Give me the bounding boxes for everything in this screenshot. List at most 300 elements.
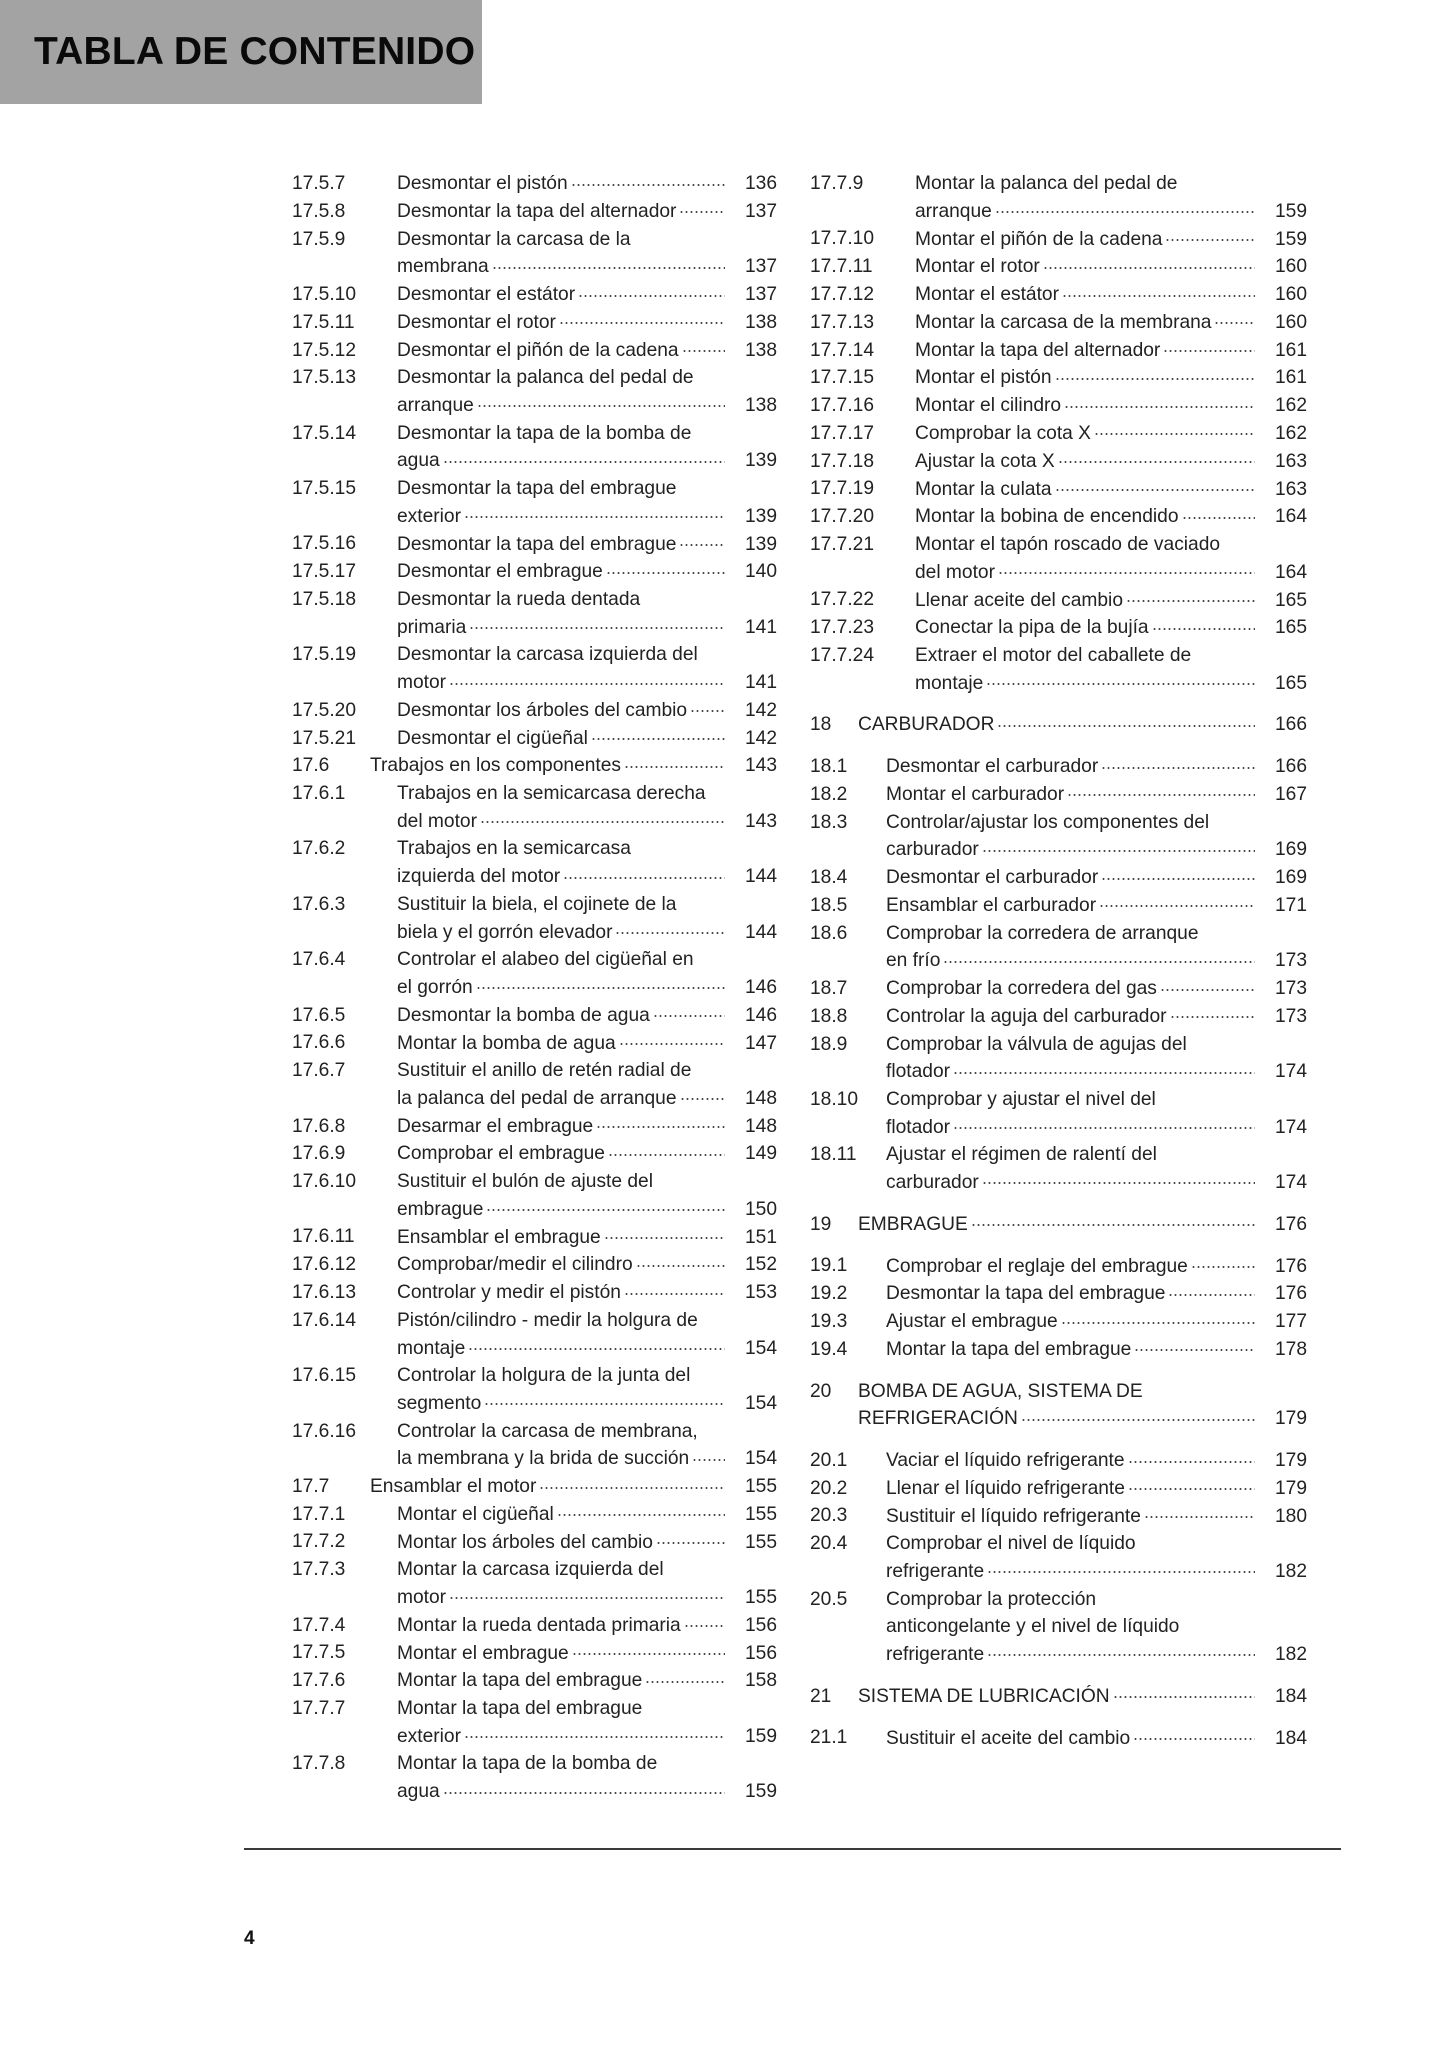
toc-entry-title-line: Sustituir el anillo de retén radial de [397,1060,692,1082]
toc-entry[interactable] [810,448,1307,476]
toc-entry-number: 17.6.11 [292,1226,355,1248]
toc-left-column [292,170,777,1806]
toc-entry[interactable] [810,1280,1307,1308]
toc-entry-number: 17.6.2 [292,838,346,860]
toc-entry-title-line: EMBRAGUE [858,1213,968,1235]
toc-entry-number: 19.3 [810,1310,848,1332]
dot-leader [624,1279,725,1298]
toc-entry-page: 173 [1274,978,1307,1000]
toc-entry-title-line: carburador [886,839,979,861]
toc-entry[interactable] [292,420,777,475]
toc-entry[interactable] [810,809,1307,864]
dot-leader [443,1778,725,1797]
toc-entry-title-line: carburador [886,1172,979,1194]
toc-entry[interactable] [810,1475,1307,1503]
toc-entry[interactable] [810,892,1307,920]
toc-entry[interactable] [292,1695,777,1750]
toc-entry-page: 139 [744,450,777,472]
dot-leader [1126,586,1255,605]
dot-leader [596,1113,725,1132]
toc-entry-page: 179 [1274,1408,1307,1430]
toc-chapter[interactable] [810,1211,1307,1239]
toc-entry[interactable] [292,641,777,696]
toc-entry-title-line: Desmontar la carcasa izquierda del [397,644,698,666]
toc-entry-page: 155 [744,1531,777,1553]
toc-entry-title-line: CARBURADOR [858,714,995,736]
toc-entry-page: 184 [1274,1727,1307,1749]
toc-entry-page: 143 [744,755,777,777]
toc-entry[interactable] [292,170,777,198]
toc-entry-number: 20.3 [810,1505,848,1527]
toc-entry[interactable] [810,225,1307,253]
toc-entry-page: 179 [1274,1450,1307,1472]
toc-entry[interactable] [292,780,777,835]
toc-entry-number: 17.6.3 [292,893,346,915]
toc-entry-title-line: Sustituir el aceite del cambio [886,1727,1131,1749]
toc-entry-title-line: Desmontar la tapa del embrague [397,478,677,500]
toc-chapter[interactable] [810,711,1307,739]
toc-entry-title-line: Sustituir el líquido refrigerante [886,1505,1141,1527]
toc-entry-title-line: Llenar aceite del cambio [915,589,1123,611]
toc-entry-title-line: Desmontar la palanca del pedal de [397,367,694,389]
toc-entry-title-line: Desmontar el cigüeñal [397,727,588,749]
dot-leader [578,281,725,300]
toc-entry-page: 137 [744,200,777,222]
toc-entry-number: 18.10 [810,1088,859,1110]
dot-leader [1144,1502,1255,1521]
dot-leader [469,614,725,633]
toc-entry-title-line: Desmontar la bomba de agua [397,1004,650,1026]
toc-entry[interactable] [810,281,1307,309]
toc-entry-title-line: Montar la tapa del embrague [397,1670,643,1692]
dot-leader [987,1641,1255,1660]
toc-entry-title-line: Comprobar el reglaje del embrague [886,1255,1188,1277]
toc-entry-title-line: flotador [886,1116,950,1138]
dot-leader [987,1558,1255,1577]
dot-leader [1061,1308,1255,1327]
toc-entry[interactable] [292,586,777,641]
toc-entry-number: 18.4 [810,867,848,888]
toc-entry-page: 166 [1274,756,1307,778]
toc-entry-title-line: Desmontar la tapa del alternador [397,200,677,222]
toc-entry[interactable] [292,1307,777,1362]
toc-entry[interactable] [810,975,1307,1003]
toc-entry-page: 177 [1274,1311,1307,1333]
dot-leader [619,1029,725,1048]
toc-entry-number: 17.6.6 [292,1032,346,1054]
toc-entry-title-line: Ajustar el embrague [886,1311,1058,1333]
toc-entry[interactable] [810,642,1307,697]
dot-leader [604,1223,725,1242]
toc-entry-page: 141 [744,672,777,694]
toc-entry-title-line: exterior [397,1725,461,1747]
toc-entry-number: 17.5.19 [292,644,357,666]
toc-entry-number: 18.9 [810,1033,848,1055]
toc-entry-title-line: Comprobar el nivel de líquido [886,1533,1136,1555]
toc-chapter[interactable] [810,1683,1307,1711]
dot-leader [1133,1724,1255,1743]
toc-entry-number: 17.6.10 [292,1171,357,1193]
toc-entry-page: 160 [1274,256,1307,278]
toc-entry[interactable] [810,1502,1307,1530]
toc-entry-number: 17.7.5 [292,1642,346,1664]
toc-entry[interactable] [810,364,1307,392]
toc-entry[interactable] [292,1473,777,1501]
toc-entry-title-line: flotador [886,1061,950,1083]
toc-entry-page: 158 [744,1670,777,1692]
toc-entry-number: 18.7 [810,977,848,999]
toc-entry[interactable] [292,1057,777,1112]
toc-entry[interactable] [810,1141,1307,1196]
toc-entry[interactable] [810,531,1307,586]
toc-entry-page: 165 [1274,617,1307,639]
toc-entry-title-line: Conectar la pipa de la bujía [915,617,1149,639]
dot-leader [559,309,725,328]
toc-entry[interactable] [292,1251,777,1279]
dot-leader [636,1251,725,1270]
dot-leader [1113,1683,1255,1702]
toc-entry-number: 17.7.2 [292,1531,346,1553]
toc-entry-number: 17.6.16 [292,1420,357,1442]
toc-entry-number: 17.7.20 [810,506,875,528]
toc-entry[interactable] [810,1530,1307,1585]
dot-leader [591,725,725,744]
toc-entry-number: 17.7.15 [810,367,875,389]
toc-entry[interactable] [292,1168,777,1223]
toc-entry-number: 17.5.11 [292,311,355,333]
toc-entry-page: 160 [1274,284,1307,306]
dot-leader [680,1085,725,1104]
dot-leader [679,198,725,217]
toc-entry-title-line: la palanca del pedal de arranque [397,1087,677,1109]
toc-entry-title-line: Extraer el motor del caballete de [915,644,1192,666]
toc-entry-page: 144 [744,866,777,888]
dot-leader [572,1639,725,1658]
toc-entry-number: 17.7.23 [810,617,875,639]
toc-entry-title-line: Montar la bobina de encendido [915,506,1179,528]
toc-entry-title-line: Montar la palanca del pedal de [915,173,1178,194]
toc-entry-page: 178 [1274,1338,1307,1360]
toc-entry[interactable] [810,614,1307,642]
toc-entry-page: 152 [744,1254,777,1276]
toc-entry-title-line: Desmontar el estátor [397,284,576,306]
toc-entry-page: 155 [744,1587,777,1609]
toc-entry-number: 17.6.5 [292,1004,346,1026]
toc-entry-page: 139 [744,533,777,555]
toc-entry-number: 19 [810,1213,832,1235]
toc-entry-number: 20.1 [810,1449,848,1471]
dot-leader [653,1002,725,1021]
toc-entry-title-line: Desmontar la tapa de la bomba de [397,422,692,444]
toc-entry-page: 136 [744,173,777,195]
toc-entry-title-line: Comprobar el embrague [397,1143,605,1165]
toc-entry-title-line: Trabajos en la semicarcasa derecha [397,783,706,805]
toc-entry[interactable] [292,697,777,725]
dot-leader [997,711,1255,730]
toc-entry-number: 17.6.9 [292,1143,346,1165]
toc-entry[interactable] [810,1724,1307,1752]
toc-entry[interactable] [810,337,1307,365]
dot-leader [486,1196,725,1215]
toc-entry-title-line: Desmontar el embrague [397,561,603,583]
toc-entry[interactable] [292,1223,777,1251]
dot-leader [449,669,725,688]
toc-entry-title-line: Controlar la carcasa de membrana, [397,1420,698,1442]
toc-entry[interactable] [292,891,777,946]
toc-entry[interactable] [810,1252,1307,1280]
toc-entry-number: 17.6.4 [292,949,346,971]
toc-entry-number: 18.5 [810,894,848,916]
toc-entry[interactable] [292,364,777,419]
toc-entry-number: 17.5.15 [292,478,357,500]
toc-entry[interactable] [810,586,1307,614]
toc-entry[interactable] [292,1528,777,1556]
toc-entry-title-line: arranque [915,200,992,222]
toc-entry-title-line: anticongelante y el nivel de líquido [886,1616,1180,1638]
toc-entry-title-line: Montar el embrague [397,1642,569,1664]
toc-entry[interactable] [292,1639,777,1667]
dot-leader [468,1334,725,1353]
toc-entry-number: 17.6.12 [292,1254,357,1276]
toc-entry-number: 19.2 [810,1283,848,1305]
toc-entry-number: 17.5.16 [292,533,357,555]
toc-entry[interactable] [292,226,777,281]
toc-entry[interactable] [810,753,1307,781]
toc-entry-title-line: Ensamblar el motor [370,1476,537,1498]
toc-entry[interactable] [292,1029,777,1057]
dot-leader [645,1667,725,1686]
dot-leader [1191,1252,1255,1271]
toc-entry[interactable] [810,475,1307,503]
toc-entry[interactable] [292,1113,777,1141]
toc-entry-title-line: Montar la tapa del embrague [886,1338,1132,1360]
toc-entry-page: 167 [1274,784,1307,806]
dot-leader [464,1723,725,1742]
toc-entry[interactable] [810,1586,1307,1669]
toc-entry[interactable] [810,420,1307,448]
toc-entry-number: 17.6.14 [292,1309,357,1331]
toc-entry-page: 161 [1274,367,1307,389]
dot-leader [1101,864,1255,883]
toc-entry-page: 150 [744,1198,777,1220]
toc-entry-number: 20.5 [810,1588,848,1610]
toc-entry[interactable] [292,1556,777,1611]
toc-entry[interactable] [810,1003,1307,1031]
toc-entry-title-line: Montar el piñón de la cadena [915,228,1163,250]
toc-entry-page: 156 [744,1642,777,1664]
toc-entry-number: 17.7.12 [810,283,875,305]
toc-entry-title-line: Desmontar el carburador [886,756,1099,778]
toc-entry[interactable] [292,1279,777,1307]
toc-entry-title-line: Montar la tapa del alternador [915,339,1161,361]
toc-entry-page: 165 [1274,589,1307,611]
toc-entry[interactable] [810,1336,1307,1364]
toc-entry-page: 147 [744,1032,777,1054]
toc-entry[interactable] [292,309,777,337]
toc-entry-title-line: segmento [397,1392,482,1414]
toc-entry-title-line: Montar la tapa del embrague [397,1697,643,1719]
toc-entry[interactable] [292,1140,777,1168]
dot-leader [953,1058,1255,1077]
dot-leader [449,1584,725,1603]
toc-entry-page: 137 [744,256,777,278]
toc-entry-page: 138 [744,395,777,417]
toc-entry-number: 17.7 [292,1475,330,1497]
toc-entry-page: 159 [744,1781,777,1803]
toc-entry-title-line: exterior [397,505,461,527]
toc-entry[interactable] [292,1501,777,1529]
toc-entry-number: 17.5.21 [292,727,357,749]
toc-entry[interactable] [292,198,777,226]
toc-entry[interactable] [810,253,1307,281]
dot-leader [1055,364,1255,383]
toc-entry-number: 17.7.21 [810,533,875,555]
toc-entry[interactable] [810,1086,1307,1141]
toc-entry-page: 176 [1274,1255,1307,1277]
dot-leader [1152,614,1255,633]
toc-entry-number: 19.1 [810,1255,848,1277]
toc-entry-page: 154 [744,1392,777,1414]
toc-entry-title-line: Desmontar el carburador [886,867,1099,889]
toc-entry-title-line: Montar los árboles del cambio [397,1531,653,1553]
dot-leader [982,1169,1255,1188]
toc-entry[interactable] [810,1447,1307,1475]
toc-entry-number: 18.3 [810,811,848,833]
toc-entry[interactable] [810,1031,1307,1086]
toc-entry-title-line: Vaciar el líquido refrigerante [886,1450,1125,1472]
toc-entry-title-line: Desmontar la rueda dentada [397,588,641,610]
dot-leader [464,503,725,522]
dot-leader [1099,892,1255,911]
toc-entry-number: 17.7.3 [292,1559,346,1581]
toc-entry-page: 148 [744,1087,777,1109]
dot-leader [557,1501,725,1520]
toc-entry-page: 155 [744,1476,777,1498]
toc-entry-number: 20 [810,1380,832,1402]
toc-entry-title-line: Controlar la holgura de la junta del [397,1365,691,1387]
toc-entry-page: 169 [1274,867,1307,889]
toc-entry-page: 146 [744,976,777,998]
toc-entry-number: 17.7.9 [810,173,864,194]
toc-entry-number: 17.7.10 [810,228,875,250]
toc-entry-number: 20.4 [810,1533,848,1555]
toc-entry[interactable] [292,558,777,586]
toc-chapter[interactable] [810,1378,1307,1433]
toc-entry-number: 17.5.18 [292,588,357,610]
toc-entry[interactable] [810,392,1307,420]
toc-entry-title-line: Comprobar la corredera de arranque [886,922,1199,944]
toc-entry-page: 139 [744,505,777,527]
toc-entry-title-line: refrigerante [886,1644,985,1665]
toc-entry-number: 20.2 [810,1477,848,1499]
toc-entry-page: 174 [1274,1172,1307,1194]
toc-entry[interactable] [292,1002,777,1030]
toc-entry[interactable] [292,475,777,530]
dot-leader [1094,420,1255,439]
toc-entry[interactable] [810,864,1307,892]
toc-entry[interactable] [292,946,777,1001]
toc-entry[interactable] [292,530,777,558]
toc-entry-page: 142 [744,727,777,749]
toc-entry-number: 17.7.6 [292,1670,346,1692]
toc-entry-page: 144 [744,921,777,943]
toc-entry-number: 18 [810,714,832,736]
toc-entry[interactable] [292,1667,777,1695]
toc-entry-page: 138 [744,339,777,361]
toc-entry-title-line: Desmontar el piñón de la cadena [397,339,679,361]
toc-entry[interactable] [292,1750,777,1805]
toc-entry[interactable] [292,752,777,780]
toc-entry-title-line: SISTEMA DE LUBRICACIÓN [858,1685,1110,1707]
dot-leader [1168,1280,1255,1299]
toc-entry-number: 17.7.16 [810,395,875,417]
toc-entry-title-line: Sustituir el bulón de ajuste del [397,1171,653,1193]
dot-leader [656,1528,725,1547]
dot-leader [692,1445,725,1464]
toc-entry-number: 17.6.15 [292,1365,357,1387]
page-title: TABLA DE CONTENIDO [34,30,476,73]
toc-entry[interactable] [292,725,777,753]
toc-entry-page: 173 [1274,950,1307,972]
toc-entry-number: 17.7.7 [292,1697,346,1719]
toc-entry[interactable] [292,1362,777,1417]
toc-entry[interactable] [292,1418,777,1473]
toc-entry-title-line: BOMBA DE AGUA, SISTEMA DE [858,1380,1143,1402]
toc-entry-title-line: Controlar y medir el pistón [397,1282,621,1304]
toc-entry-number: 17.6.1 [292,783,346,805]
toc-entry[interactable] [810,781,1307,809]
dot-leader [1170,1003,1255,1022]
toc-entry-page: 166 [1274,714,1307,736]
toc-entry[interactable] [292,281,777,309]
toc-entry-title-line: Controlar la aguja del carburador [886,1005,1167,1027]
toc-entry-title-line: embrague [397,1198,484,1220]
toc-entry[interactable] [810,309,1307,337]
dot-leader [953,1113,1255,1132]
toc-entry-number: 18.1 [810,756,848,778]
toc-entry[interactable] [810,170,1307,225]
toc-entry-title-line: Desarmar el embrague [397,1115,594,1137]
toc-entry[interactable] [292,337,777,365]
dot-leader [1165,225,1255,244]
toc-entry-page: 155 [744,1503,777,1525]
dot-leader [484,1390,725,1409]
toc-entry[interactable] [810,503,1307,531]
toc-entry[interactable] [292,1612,777,1640]
dot-leader [684,1612,725,1631]
toc-entry[interactable] [810,920,1307,975]
toc-entry-page: 138 [744,311,777,333]
toc-entry[interactable] [810,1308,1307,1336]
toc-entry-number: 17.7.11 [810,256,873,278]
dot-leader [615,918,725,937]
toc-entry-number: 17.5.13 [292,367,357,389]
toc-entry-number: 17.5.14 [292,422,357,444]
toc-entry-title-line: Pistón/cilindro - medir la holgura de [397,1309,698,1331]
toc-entry-title-line: el gorrón [397,976,473,998]
dot-leader [1128,1475,1255,1494]
toc-entry-page: 151 [744,1226,777,1248]
dot-leader [1182,503,1256,522]
header-banner [0,0,482,104]
toc-entry[interactable] [292,835,777,890]
dot-leader [539,1473,725,1492]
toc-entry-title-line: Montar el rotor [915,256,1040,278]
toc-entry-title-line: Montar la rueda dentada primaria [397,1614,681,1636]
toc-entry-number: 17.5.20 [292,699,357,721]
toc-entry-page: 162 [1274,423,1307,445]
toc-entry-title-line: membrana [397,256,489,278]
